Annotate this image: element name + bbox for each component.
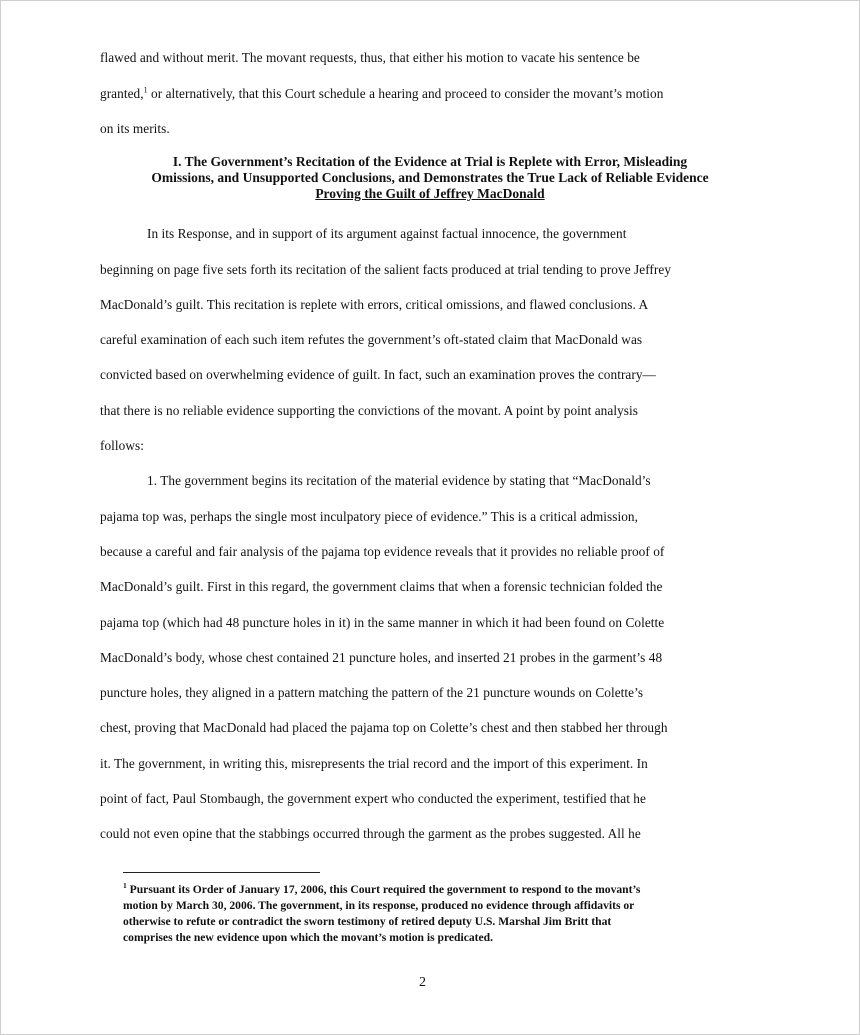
intro-line-2 [100,86,663,102]
footnote-line-4: comprises the new evidence upon which the movant’s motion is predicated. [123,931,494,944]
para2-line-3: because a careful and fair analysis of the pajama top evidence reveals that it provides no reliable proof of [100,544,665,559]
para1-line-6: that there is no reliable evidence supporting the convictions of the movant. A point by point analysis [100,403,638,418]
footnote-line-1 [123,883,640,896]
para1-line-5: convicted based on overwhelming evidence of guilt. In fact, such an examination proves the contrary— [100,367,656,382]
para1-line-2: beginning on page five sets forth its recitation of the salient facts produced at trial tending to prove Jeffrey [100,262,672,277]
footnote-line-1-text: Pursuant its Order of January 17, 2006, this Court required the government to respond to the movant’s [126,883,641,896]
para2-line-1: 1. The government begins its recitation of the material evidence by stating that “MacDonald’s [147,473,651,488]
para2-line-6: MacDonald’s body, whose chest contained 21 puncture holes, and inserted 21 probes in the garment’s 48 [100,650,663,665]
para2-line-8: chest, proving that MacDonald had placed the pajama top on Colette’s chest and then stabbed her through [100,720,668,735]
page-number: 2 [419,975,426,990]
para2-line-10: point of fact, Paul Stombaugh, the government expert who conducted the experiment, testified that he [100,791,646,806]
para1-line-1: In its Response, and in support of its argument against factual innocence, the government [147,226,627,241]
footnote-separator [123,872,320,873]
footnote-mark: 1 [123,881,127,891]
para2-line-5: pajama top (which had 48 puncture holes in it) in the same manner in which it had been found on Colette [100,615,665,630]
footnote-line-2: motion by March 30, 2006. The government, in its response, produced no evidence through affidavits or [123,899,635,912]
intro-line-2b: or alternatively, that this Court schedule a hearing and proceed to consider the movant’s motion [147,86,664,101]
para2-line-4: MacDonald’s guilt. First in this regard, the government claims that when a forensic technician folded the [100,579,663,594]
section-heading-line-3 [0,186,860,202]
para2-line-7: puncture holes, they aligned in a pattern matching the pattern of the 21 puncture wounds on Colette’s [100,685,644,700]
para2-line-9: it. The government, in writing this, misrepresents the trial record and the import of this experiment. In [100,756,648,771]
intro-line-2a: granted, [100,86,144,101]
section-heading-line-2: Omissions, and Unsupported Conclusions, and Demonstrates the True Lack of Reliable Evidence [151,170,709,185]
footnote-reference[interactable]: 1 [143,85,148,95]
intro-line-3: on its merits. [100,121,170,136]
section-heading-line-1: I. The Government’s Recitation of the Evidence at Trial is Replete with Error, Misleading [172,154,688,169]
section-heading-underlined: Proving the Guilt of Jeffrey MacDonald [315,186,545,201]
intro-line-1: flawed and without merit. The movant requests, thus, that either his motion to vacate his sentence be [100,50,640,65]
para1-line-7: follows: [100,438,144,453]
para1-line-3: MacDonald’s guilt. This recitation is replete with errors, critical omissions, and flawed conclusions. A [100,297,649,312]
para1-line-4: careful examination of each such item refutes the government’s oft-stated claim that MacDonald was [100,332,643,347]
para2-line-11: could not even opine that the stabbings occurred through the garment as the probes suggested. All he [100,826,641,841]
para2-line-2: pajama top was, perhaps the single most inculpatory piece of evidence.” This is a critical admission, [100,509,639,524]
footnote-line-3: otherwise to refute or contradict the sworn testimony of retired deputy U.S. Marshal Jim Britt that [123,915,612,928]
